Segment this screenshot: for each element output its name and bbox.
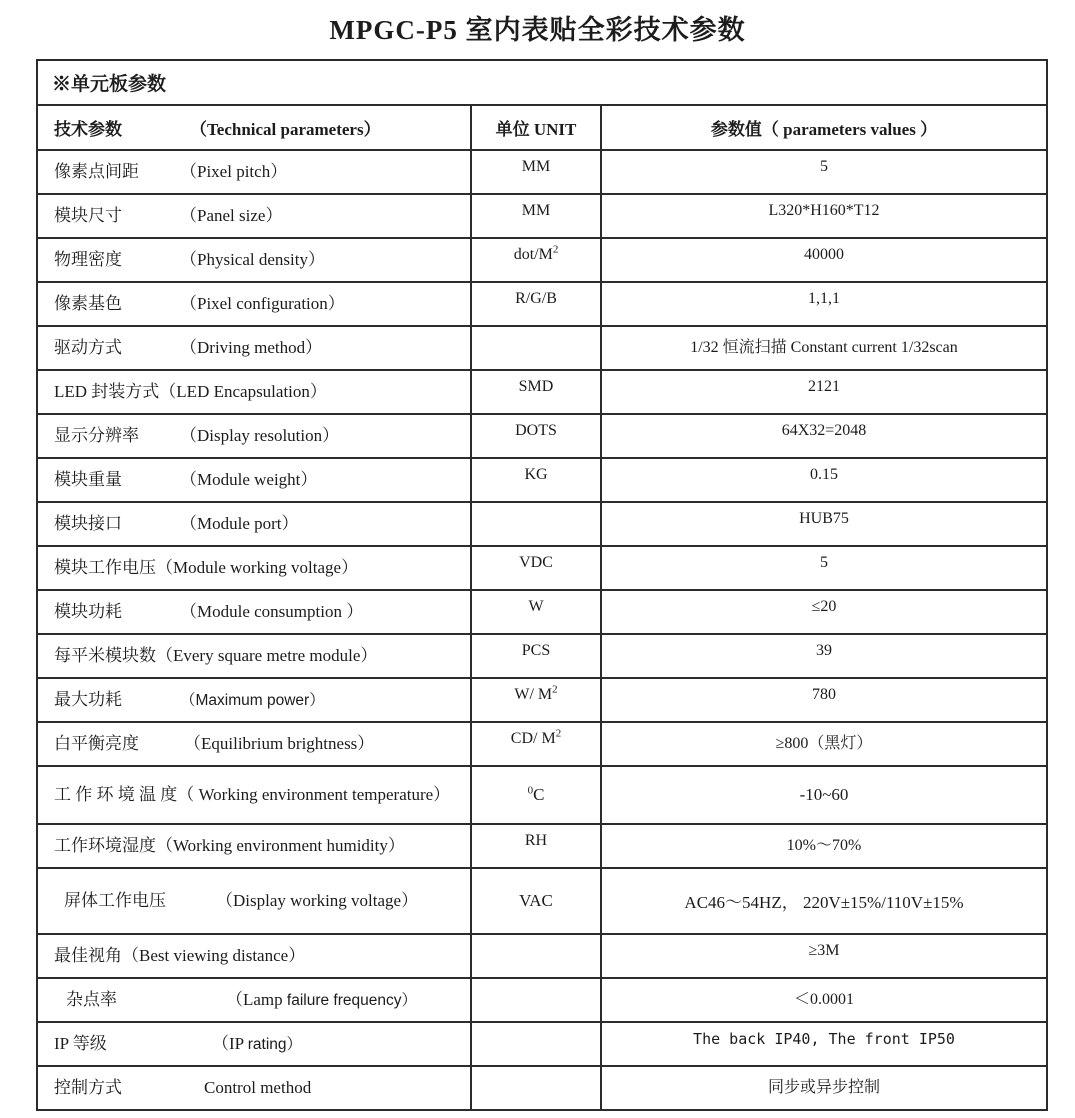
param-cell: [37, 282, 471, 326]
unit-cell: VAC: [471, 868, 601, 934]
unit-cell: [471, 502, 601, 546]
param-label-zh: 驱动方式: [54, 337, 122, 357]
table-row: [37, 1066, 1047, 1110]
param-label-en: （Module consumption ）: [180, 601, 364, 621]
unit-cell: [471, 978, 601, 1022]
table-row: [37, 546, 1047, 590]
table-row: [37, 458, 1047, 502]
value-cell: ≤20: [601, 590, 1047, 634]
param-label-en: （Driving method）: [180, 337, 323, 357]
param-label-zh: 像素点间距: [54, 161, 139, 181]
table-row: [37, 414, 1047, 458]
unit-cell: dot/$M^2$: [471, 238, 601, 282]
unit-cell: PCS: [471, 634, 601, 678]
table-body: [37, 150, 1047, 1110]
param-label-zh: 模块接口: [54, 513, 122, 533]
unit-cell: MM: [471, 194, 601, 238]
param-label-zh: 每平米模块数: [54, 645, 156, 665]
unit-cell: SMD: [471, 370, 601, 414]
table-row: [37, 502, 1047, 546]
table-row: [37, 678, 1047, 722]
unit-cell: W: [471, 590, 601, 634]
unit-cell: CD/ $M^2$: [471, 722, 601, 766]
unit-superscript: 0: [527, 783, 534, 796]
param-label-en: failure frequency）: [286, 991, 417, 1009]
param-cell: [37, 722, 471, 766]
param-label-en: （Working environment humidity）: [156, 835, 405, 855]
value-cell: ≥3M: [601, 934, 1047, 978]
value-cell: 同步或异步控制: [601, 1066, 1047, 1110]
param-cell: [37, 238, 471, 282]
table-row: [37, 238, 1047, 282]
param-cell: [37, 546, 471, 590]
unit-superscript: 2: [555, 727, 562, 740]
param-label-zh: 模块功耗: [54, 601, 122, 621]
param-label-en: Control method: [204, 1077, 312, 1097]
value-cell: -10~60: [601, 766, 1047, 824]
unit-cell: RH: [471, 824, 601, 868]
param-label-en: （Module port）: [180, 513, 299, 533]
value-cell: The back IP40, The front IP50: [601, 1022, 1047, 1066]
table-row: [37, 824, 1047, 868]
col-header-parameters-zh: 技术参数: [54, 120, 122, 139]
param-label-en: （Panel size）: [180, 205, 283, 225]
param-cell: [37, 934, 471, 978]
param-label-zh: 屏体工作电压: [64, 890, 166, 910]
value-cell: 10%～70%: [601, 824, 1047, 868]
param-cell: [37, 678, 471, 722]
param-label-zh: 最大功耗: [54, 689, 122, 709]
param-label-en: （Physical density）: [180, 249, 325, 269]
param-cell: [37, 1022, 471, 1066]
value-cell: ＜0.0001: [601, 978, 1047, 1022]
param-label-zh: 工作环境湿度: [54, 835, 156, 855]
section-title: ※单元板参数: [37, 60, 1047, 105]
param-label-zh: 控制方式: [54, 1077, 122, 1097]
unit-cell: R/G/B: [471, 282, 601, 326]
unit-cell: [471, 326, 601, 370]
param-cell: [37, 370, 471, 414]
table-row: [37, 326, 1047, 370]
value-cell: 39: [601, 634, 1047, 678]
param-cell: [37, 150, 471, 194]
table-row: [37, 766, 1047, 824]
value-cell: ≥800（黑灯）: [601, 722, 1047, 766]
param-cell: [37, 766, 471, 824]
param-label-en: （Best viewing distance）: [122, 945, 306, 965]
param-cell: [37, 590, 471, 634]
param-label-zh: 显示分辨率: [54, 425, 139, 445]
unit-cell: [471, 1066, 601, 1110]
param-label-zh: LED 封装方式: [54, 381, 160, 401]
unit-cell: DOTS: [471, 414, 601, 458]
param-label-en: （LED Encapsulation）: [159, 381, 327, 401]
param-cell: [37, 824, 471, 868]
unit-cell: W/ $M^2$: [471, 678, 601, 722]
param-label-zh: 杂点率: [66, 989, 117, 1009]
param-cell: [37, 634, 471, 678]
param-label-zh: 工 作 环 境 温 度: [54, 784, 178, 804]
value-cell: 0.15: [601, 458, 1047, 502]
table-row: [37, 282, 1047, 326]
table-row: [37, 1022, 1047, 1066]
table-row: [37, 934, 1047, 978]
value-cell: 2121: [601, 370, 1047, 414]
param-label-zh: 物理密度: [54, 249, 122, 269]
spec-table: [36, 59, 1048, 1111]
param-label-zh: 像素基色: [54, 293, 122, 313]
table-row: [37, 868, 1047, 934]
unit-cell: KG: [471, 458, 601, 502]
value-cell: 64X32=2048: [601, 414, 1047, 458]
param-cell: [37, 414, 471, 458]
unit-cell: [471, 1022, 601, 1066]
table-row: [37, 194, 1047, 238]
param-label-en: （Display working voltage）: [216, 890, 419, 910]
param-cell: [37, 868, 471, 934]
value-cell: L320*H160*T12: [601, 194, 1047, 238]
unit-cell: VDC: [471, 546, 601, 590]
column-header-row: [37, 105, 1047, 150]
param-label-en: （Module working voltage）: [156, 557, 359, 577]
param-cell: [37, 458, 471, 502]
table-row: [37, 978, 1047, 1022]
param-label-en: （Display resolution）: [180, 425, 340, 445]
value-cell: 5: [601, 150, 1047, 194]
param-cell: [37, 326, 471, 370]
table-row: [37, 590, 1047, 634]
col-header-value: 参数值（ parameters values ）: [601, 105, 1047, 150]
param-label-en: rating）: [247, 1035, 303, 1053]
param-label-en: （Equilibrium brightness）: [184, 733, 375, 753]
col-header-unit: 单位 UNIT: [471, 105, 601, 150]
param-label-en: （ Working environment temperature）: [177, 784, 451, 804]
col-header-parameters: [37, 105, 471, 150]
section-header-row: [37, 60, 1047, 105]
param-label-zh: 模块重量: [54, 469, 122, 489]
table-row: [37, 370, 1047, 414]
unit-superscript: 2: [552, 683, 558, 696]
param-label-zh: 模块工作电压: [54, 557, 156, 577]
unit-cell: $^0$C: [471, 766, 601, 824]
unit-superscript: 2: [552, 243, 559, 256]
param-label-en: （Pixel pitch）: [180, 161, 288, 181]
param-label-zh: 白平衡亮度: [54, 733, 139, 753]
param-label-zh: 模块尺寸: [54, 205, 122, 225]
unit-cell: MM: [471, 150, 601, 194]
param-label-en: （Every square metre module）: [156, 645, 378, 665]
value-cell: 5: [601, 546, 1047, 590]
table-row: [37, 634, 1047, 678]
table-row: [37, 722, 1047, 766]
param-label-en: （Lamp: [226, 989, 287, 1009]
value-cell: 1,1,1: [601, 282, 1047, 326]
col-header-parameters-en: （Technical parameters）: [190, 120, 381, 139]
param-cell: [37, 502, 471, 546]
value-cell: HUB75: [601, 502, 1047, 546]
unit-cell: [471, 934, 601, 978]
value-cell: AC46～54HZ， 220V±15%/110V±15%: [601, 868, 1047, 934]
param-cell: [37, 1066, 471, 1110]
param-cell: [37, 194, 471, 238]
param-cell: [37, 978, 471, 1022]
table-row: [37, 150, 1047, 194]
param-label-en: （Module weight）: [180, 469, 318, 489]
param-label-zh: IP 等级: [54, 1033, 107, 1053]
page-title: MPGC-P5 室内表贴全彩技术参数: [329, 15, 746, 45]
param-label-en: （Maximum power）: [180, 691, 325, 709]
param-label-zh: 最佳视角: [54, 945, 122, 965]
value-cell: 780: [601, 678, 1047, 722]
value-cell: 1/32 恒流扫描 Constant current 1/32scan: [601, 326, 1047, 370]
param-label-en: （Pixel configuration）: [180, 293, 345, 313]
value-cell: 40000: [601, 238, 1047, 282]
param-label-en: （IP: [212, 1033, 248, 1053]
